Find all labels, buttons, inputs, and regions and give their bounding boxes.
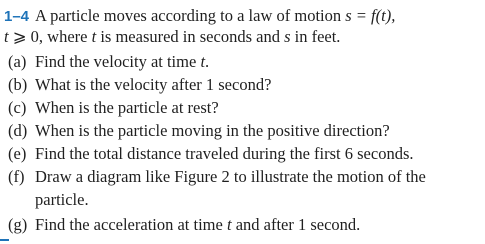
item-after: .	[205, 52, 210, 71]
item-text: Draw a diagram like Figure 2 to illustrate the motion of the	[35, 167, 426, 186]
item-text: When is the particle moving in the positive direction?	[35, 121, 390, 140]
intro-middle: is measured in seconds and	[96, 27, 285, 46]
item-d	[8, 120, 390, 142]
item-label: (d)	[8, 121, 28, 140]
page-corner-mark	[0, 239, 9, 241]
item-text: Find the acceleration at time	[35, 215, 227, 234]
item-text: What is the velocity after 1 second?	[35, 75, 272, 94]
item-label: (a)	[8, 52, 27, 71]
item-math: t	[226, 215, 232, 234]
intro-text: A particle moves according to a law of motion	[35, 6, 346, 25]
item-math: t	[200, 52, 206, 71]
intro-variable-t: t	[4, 27, 9, 46]
intro-end: in feet.	[290, 27, 341, 46]
problem-intro-line-1	[4, 5, 395, 28]
item-after: and after 1 second.	[231, 215, 361, 234]
intro-variable-s: s	[284, 27, 291, 46]
item-b	[8, 74, 271, 96]
item-text: Find the total distance traveled during the first 6 seconds.	[35, 144, 414, 163]
intro-equation: s = f(t),	[345, 6, 396, 25]
item-text: When is the particle at rest?	[35, 98, 219, 117]
problem-intro-line-2	[4, 26, 340, 48]
item-e	[8, 143, 414, 165]
item-label: (g)	[8, 215, 28, 234]
item-label: (c)	[8, 98, 27, 117]
item-text: Find the velocity at time	[35, 52, 201, 71]
problem-number: 1–4	[4, 8, 30, 25]
item-g	[8, 214, 360, 236]
item-f	[8, 166, 426, 188]
intro-condition: ⩾ 0, where	[8, 27, 92, 46]
item-label: (e)	[8, 144, 27, 163]
intro-variable-t-2: t	[91, 27, 97, 46]
item-label: (f)	[8, 167, 25, 186]
item-c	[8, 97, 219, 119]
item-continuation-text: particle.	[35, 190, 89, 209]
item-f-continuation	[35, 189, 89, 211]
item-label: (b)	[8, 75, 28, 94]
item-a	[8, 51, 209, 73]
